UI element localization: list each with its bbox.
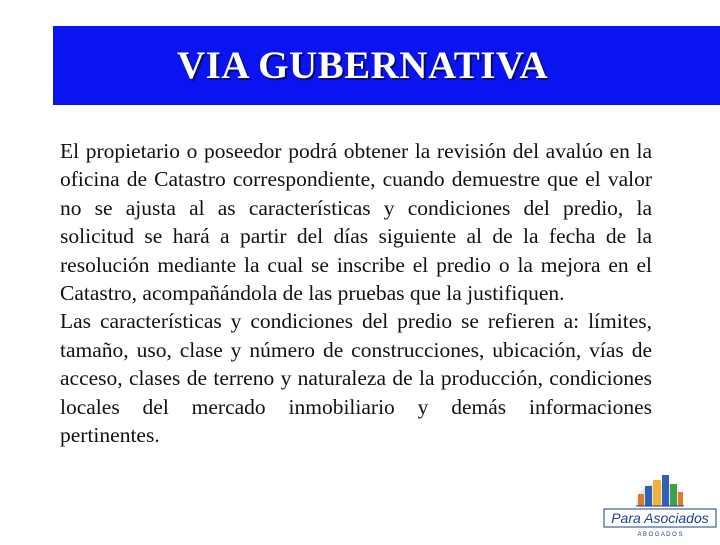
slide-body <box>60 137 652 449</box>
logo-name: Para Asociados <box>611 510 709 526</box>
title-wrap <box>177 43 548 88</box>
paragraph-1: El propietario o poseedor podrá obtener la revisión del avalúo en la oficina de Catastro correspondiente, cuando demuestre que el valor no se ajusta al as características y condiciones del predio, la solicitud se hará a partir del días siguiente al de la fecha de la resolución mediante la cual se inscribe el predio o la mejora en el Catastro, acompañándola de las pruebas que la justifiquen. <box>60 139 652 306</box>
logo-graphic <box>596 470 720 540</box>
slide-title: VIA GUBERNATIVA <box>177 44 549 87</box>
logo-tagline: A B O G A D O S <box>637 532 683 538</box>
company-logo <box>596 470 720 540</box>
paragraph-2: Las características y condiciones del predio se refieren a: límites, tamaño, uso, clase y número de construcciones, ubicación, vías de acceso, clases de terreno y naturaleza de la producción, condiciones locales del mercado inmobiliario y demás informaciones pertinentes. <box>60 309 652 448</box>
title-bar <box>53 26 720 105</box>
